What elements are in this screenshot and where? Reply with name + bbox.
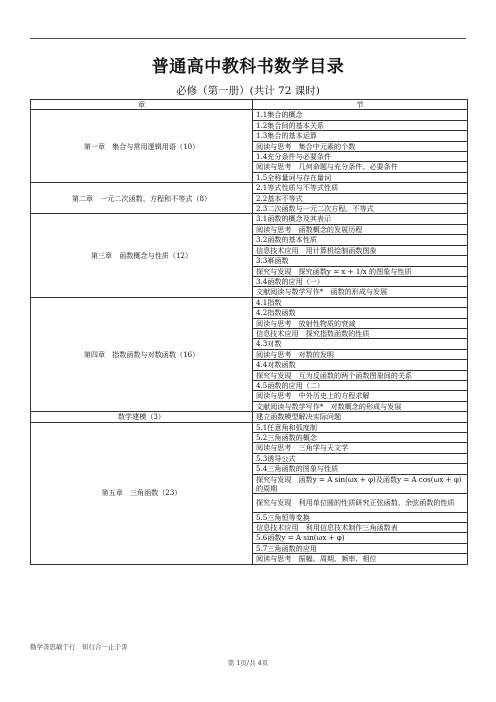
- section-cell: 阅读与思考 振幅、周期、频率、相位: [253, 554, 468, 564]
- section-cell: 2.1等式性质与不等式性质: [253, 183, 468, 193]
- section-cell: 1.4充分条件与必要条件: [253, 152, 468, 162]
- toc-row: [31, 214, 468, 224]
- section-cell: 信息技术应用 用计算机绘制函数图象: [253, 245, 468, 255]
- section-cell: 阅读与思考 三角学与天文学: [253, 443, 468, 453]
- chapter-cell: 数学建模（3）: [31, 412, 253, 422]
- section-cell: 4.2指数函数: [253, 308, 468, 318]
- section-cell: 5.3诱导公式: [253, 453, 468, 463]
- section-column-header: 节: [253, 100, 468, 110]
- footer-motto: 勤学善思敏于行 知行合一止于善: [30, 643, 128, 651]
- section-cell: 阅读与思考 放射性物质的衰减: [253, 318, 468, 328]
- chapter-cell: 第三章 函数概念与性质（12）: [31, 214, 253, 297]
- section-cell: 5.7三角函数的应用: [253, 543, 468, 553]
- chapter-column-header: 章: [31, 100, 253, 110]
- chapter-cell: 第五章 三角函数（23）: [31, 422, 253, 564]
- section-cell: 文献阅读与数学写作* 对数概念的形成与发展: [253, 401, 468, 411]
- page-subtitle: 必修（第一册）(共计 72 课时): [176, 85, 320, 97]
- section-cell: 信息技术应用 探究指数函数的性质: [253, 328, 468, 338]
- section-cell: 文献阅读与数学写作* 函数的形成与发展: [253, 287, 468, 297]
- section-cell: 阅读与思考 对数的发明: [253, 349, 468, 359]
- toc-header-row: [31, 100, 468, 110]
- section-cell: 5.6函数y = A sin(ωx + φ): [253, 533, 468, 543]
- section-cell: 1.1集合的概念: [253, 110, 468, 120]
- section-cell: 4.3对数: [253, 339, 468, 349]
- section-cell: 3.3幂函数: [253, 256, 468, 266]
- section-cell: 1.5全称量词与存在量词: [253, 172, 468, 182]
- toc-row: [31, 183, 468, 193]
- section-cell: 2.2基本不等式: [253, 193, 468, 203]
- toc-body: [31, 110, 468, 564]
- section-cell: 5.5三角恒等变换: [253, 512, 468, 522]
- section-cell: 探究与发现 探究函数y = x + 1/x 的图象与性质: [253, 266, 468, 276]
- section-cell: 阅读与思考 几何命题与充分条件、必要条件: [253, 162, 468, 172]
- section-cell: 探究与发现 利用单位圆的性质研究正弦函数、余弦函数的性质: [253, 493, 468, 512]
- section-cell: 3.1函数的概念及其表示: [253, 214, 468, 224]
- section-cell: 5.1任意角和弧度制: [253, 422, 468, 432]
- section-cell: 1.2集合间的基本关系: [253, 120, 468, 130]
- section-cell: 探究与发现 函数y = A sin(ωx + φ)及函数y = A cos(ωx + φ)的周期: [253, 474, 468, 493]
- section-cell: 建立函数模型解决实际问题: [253, 412, 468, 422]
- section-cell: 4.4对数函数: [253, 360, 468, 370]
- section-cell: 阅读与思考 中外历史上的方程求解: [253, 391, 468, 401]
- chapter-cell: 第四章 指数函数与对数函数（16）: [31, 297, 253, 411]
- section-cell: 3.4函数的应用（一）: [253, 276, 468, 286]
- page-number: 第 1页/共 4页: [227, 659, 269, 667]
- section-cell: 4.1指数: [253, 297, 468, 307]
- toc-row: [31, 422, 468, 432]
- chapter-cell: 第二章 一元二次函数、方程和不等式（8）: [31, 183, 253, 214]
- section-cell: 5.4三角函数的图象与性质: [253, 464, 468, 474]
- section-cell: 3.2函数的基本性质: [253, 235, 468, 245]
- page-title: 普通高中教科书数学目录: [151, 57, 345, 77]
- chapter-cell: 第一章 集合与常用逻辑用语（10）: [31, 110, 253, 183]
- section-cell: 2.3二次函数与一元二次方程、不等式: [253, 204, 468, 214]
- section-cell: 探究与发现 互为反函数的两个函数图象间的关系: [253, 370, 468, 380]
- section-cell: 信息技术应用 利用信息技术制作三角函数表: [253, 523, 468, 533]
- toc-row: [31, 297, 468, 307]
- header-rule: [30, 38, 466, 39]
- section-cell: 阅读与思考 集合中元素的个数: [253, 141, 468, 151]
- toc-table: [30, 99, 468, 565]
- section-cell: 5.2三角函数的概念: [253, 433, 468, 443]
- toc-row: [31, 412, 468, 422]
- section-cell: 4.5函数的应用（二）: [253, 380, 468, 390]
- section-cell: 阅读与思考 函数概念的发展历程: [253, 224, 468, 234]
- section-cell: 1.3集合的基本运算: [253, 131, 468, 141]
- toc-row: [31, 110, 468, 120]
